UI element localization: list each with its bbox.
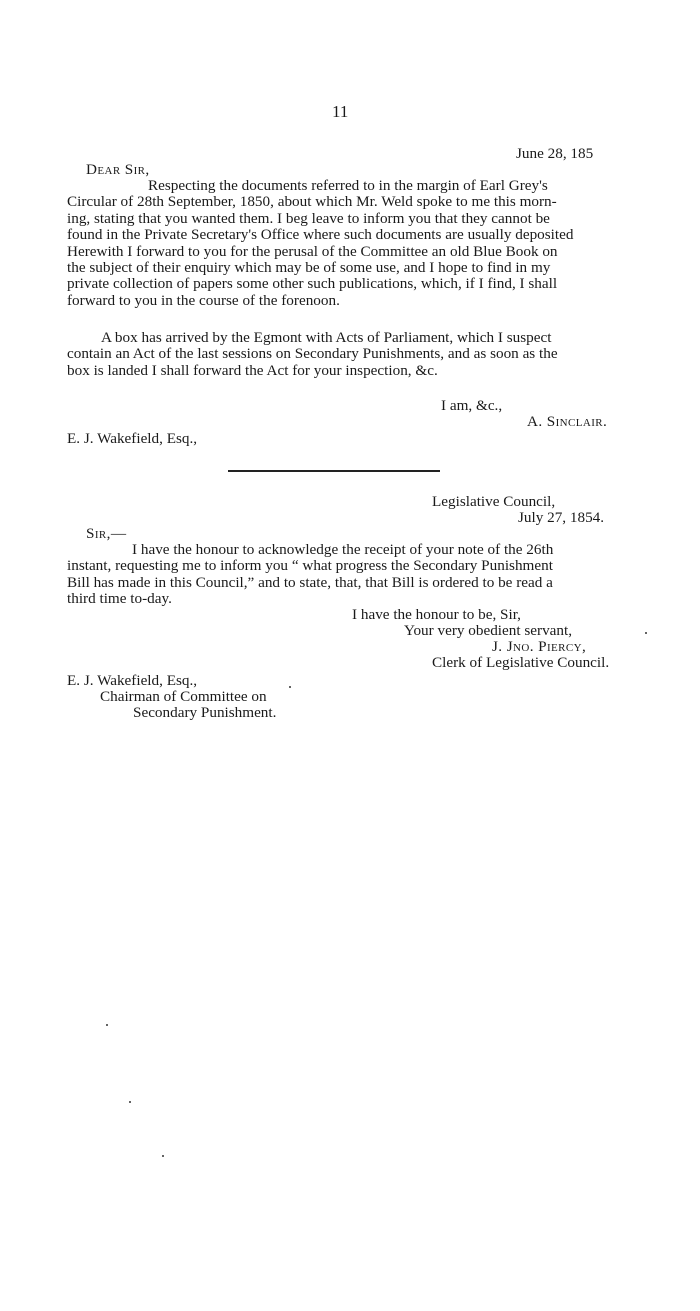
letter2-signatory-title: Clerk of Legislative Council.	[432, 654, 610, 671]
letter2-date: July 27, 1854.	[518, 509, 605, 526]
scan-speck	[289, 686, 291, 688]
letter2-addressee-role: Chairman of Committee on	[100, 688, 267, 705]
text-line: Herewith I forward to you for the perusal of the Committee an old Blue Book on	[67, 242, 558, 260]
text-line: I have the honour to acknowledge the receipt of your note of the 26th	[132, 541, 554, 558]
section-divider	[228, 470, 440, 472]
text-line: A box has arrived by the Egmont with Acts of Parliament, which I suspect	[101, 329, 552, 346]
letter1-salutation: Dear Sir,	[86, 161, 150, 178]
letter1-closing: I am, &c.,	[441, 397, 503, 414]
text-line: contain an Act of the last sessions on Secondary Punishments, and as soon as the	[67, 345, 558, 363]
letter1-date: June 28, 185	[516, 145, 594, 162]
letter2-body	[67, 542, 619, 608]
letter2-closing-1: I have the honour to be, Sir,	[352, 606, 521, 623]
text-line: Respecting the documents referred to in the margin of Earl Grey's	[148, 177, 548, 194]
letter2-place: Legislative Council,	[432, 493, 556, 510]
text-line: box is landed I shall forward the Act for your inspection, &c.	[67, 361, 438, 379]
scan-speck	[129, 1101, 131, 1103]
text-line: instant, requesting me to inform you “ what progress the Secondary Punishment	[67, 557, 553, 575]
text-line: forward to you in the course of the forenoon.	[67, 291, 340, 309]
letter1-paragraph-2	[67, 330, 616, 379]
scan-speck	[645, 632, 647, 634]
letter2-salutation: Sir,—	[86, 525, 127, 542]
text-line: third time to-day.	[67, 590, 172, 608]
text-line: Circular of 28th September, 1850, about which Mr. Weld spoke to me this morn-	[67, 193, 557, 211]
page-number: 11	[332, 102, 349, 121]
scan-speck	[162, 1155, 164, 1157]
letter1-addressee: E. J. Wakefield, Esq.,	[67, 430, 198, 447]
letter2-addressee: E. J. Wakefield, Esq.,	[67, 672, 198, 689]
letter2-signature: J. Jno. Piercy,	[492, 638, 587, 655]
letter2-addressee-committee: Secondary Punishment.	[133, 704, 277, 721]
scan-speck	[106, 1024, 108, 1026]
letter2-closing-2: Your very obedient servant,	[404, 622, 573, 639]
text-line: private collection of papers some other such publications, which, if I find, I shall	[67, 275, 558, 293]
text-line: ing, stating that you wanted them. I beg leave to inform you that they cannot be	[67, 209, 550, 227]
letter1-paragraph-1	[67, 178, 616, 309]
text-line: Bill has made in this Council,” and to state, that, that Bill is ordered to be read a	[67, 573, 553, 591]
text-line: the subject of their enquiry which may be of some use, and I hope to find in my	[67, 259, 551, 277]
letter1-signature: A. Sinclair.	[527, 413, 608, 430]
text-line: found in the Private Secretary's Office where such documents are usually deposited	[67, 226, 574, 244]
